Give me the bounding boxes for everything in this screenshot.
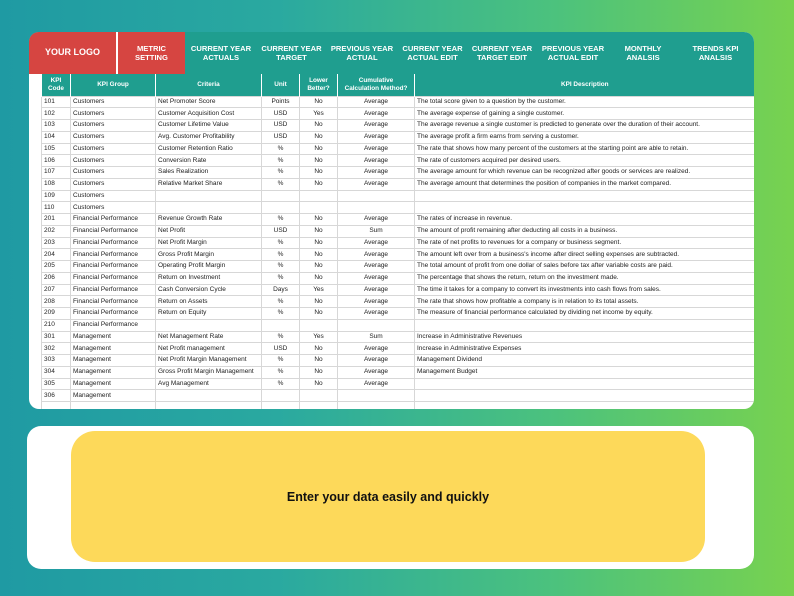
cell-criteria[interactable] — [156, 190, 262, 202]
cell-criteria[interactable]: Revenue Growth Rate — [156, 214, 262, 226]
cell-calc-method[interactable]: Average — [338, 96, 415, 108]
cell-unit[interactable]: USD — [262, 225, 300, 237]
cell-unit[interactable]: USD — [262, 131, 300, 143]
table-row — [42, 296, 755, 308]
cell-criteria[interactable]: Customer Lifetime Value — [156, 120, 262, 132]
cell-unit[interactable]: % — [262, 331, 300, 343]
cell-kpi-group[interactable]: Customers — [71, 108, 156, 120]
table-row — [42, 202, 755, 214]
cell-kpi-code[interactable]: 204 — [42, 249, 71, 261]
cell-criteria[interactable]: Customer Acquisition Cost — [156, 108, 262, 120]
cell-kpi-group[interactable]: Financial Performance — [71, 261, 156, 273]
table-row — [42, 402, 755, 410]
cell-criteria[interactable]: Return on Investment — [156, 272, 262, 284]
cell-calc-method[interactable]: Average — [338, 284, 415, 296]
cell-kpi-code[interactable]: 305 — [42, 378, 71, 390]
cell-kpi-code[interactable]: 303 — [42, 355, 71, 367]
cell-lower-better[interactable]: Yes — [300, 108, 338, 120]
cell-description[interactable] — [415, 190, 755, 202]
cell-unit[interactable]: % — [262, 296, 300, 308]
cell-lower-better[interactable] — [300, 319, 338, 331]
cell-kpi-code[interactable]: 306 — [42, 390, 71, 402]
cell-calc-method[interactable]: Average — [338, 167, 415, 179]
cell-calc-method[interactable]: Average — [338, 249, 415, 261]
nav-metric-setting[interactable]: METRIC SETTING — [116, 32, 185, 74]
cell-unit[interactable]: % — [262, 272, 300, 284]
kpi-table — [41, 74, 754, 409]
cell-calc-method[interactable] — [338, 319, 415, 331]
cell-unit[interactable]: % — [262, 214, 300, 226]
cell-kpi-group[interactable]: Customers — [71, 202, 156, 214]
cell-criteria[interactable] — [156, 402, 262, 410]
cell-unit[interactable]: % — [262, 261, 300, 273]
cell-unit[interactable]: % — [262, 143, 300, 155]
cell-calc-method[interactable]: Average — [338, 131, 415, 143]
cell-description[interactable] — [415, 378, 755, 390]
cell-kpi-code[interactable]: 103 — [42, 120, 71, 132]
cell-unit[interactable]: % — [262, 237, 300, 249]
cell-description[interactable]: The average expense of gaining a single customer. — [415, 108, 755, 120]
cell-kpi-group[interactable]: Financial Performance — [71, 308, 156, 320]
cell-kpi-group[interactable]: Management — [71, 331, 156, 343]
cell-description[interactable]: The percentage that shows the return, return on the investment made. — [415, 272, 755, 284]
table-row — [42, 390, 755, 402]
nav-previous-year-actual[interactable]: PREVIOUS YEAR ACTUAL — [330, 43, 394, 62]
cell-kpi-code[interactable]: 106 — [42, 155, 71, 167]
cell-lower-better[interactable]: No — [300, 343, 338, 355]
cell-unit[interactable]: USD — [262, 343, 300, 355]
cell-calc-method[interactable]: Sum — [338, 331, 415, 343]
cell-calc-method[interactable]: Average — [338, 272, 415, 284]
cell-description[interactable]: The average revenue a single customer is predicted to generate over the duration of their account. — [415, 120, 755, 132]
cell-kpi-group[interactable]: Financial Performance — [71, 319, 156, 331]
cell-calc-method[interactable]: Average — [338, 366, 415, 378]
cell-criteria[interactable]: Return on Assets — [156, 296, 262, 308]
table-row — [42, 225, 755, 237]
table-row — [42, 190, 755, 202]
cell-criteria[interactable]: Return on Equity — [156, 308, 262, 320]
cell-calc-method[interactable]: Average — [338, 178, 415, 190]
cell-kpi-code[interactable]: 210 — [42, 319, 71, 331]
cell-criteria[interactable]: Conversion Rate — [156, 155, 262, 167]
cell-kpi-group[interactable]: Customers — [71, 155, 156, 167]
cell-kpi-code[interactable]: 102 — [42, 108, 71, 120]
cell-calc-method[interactable]: Average — [338, 214, 415, 226]
cell-criteria[interactable]: Customer Retention Ratio — [156, 143, 262, 155]
cell-kpi-group[interactable]: Customers — [71, 120, 156, 132]
cell-unit[interactable]: % — [262, 249, 300, 261]
col-header-kpi-group: KPI Group — [71, 74, 156, 96]
cell-lower-better[interactable]: No — [300, 308, 338, 320]
cell-unit[interactable]: % — [262, 378, 300, 390]
cell-lower-better[interactable]: No — [300, 155, 338, 167]
cell-description[interactable] — [415, 202, 755, 214]
col-header-lower-better: Lower Better? — [300, 74, 338, 96]
cell-description[interactable]: The average amount that determines the position of companies in the market compared. — [415, 178, 755, 190]
cell-lower-better[interactable]: No — [300, 261, 338, 273]
cell-lower-better[interactable]: No — [300, 178, 338, 190]
cell-kpi-code[interactable]: 302 — [42, 343, 71, 355]
cell-lower-better[interactable]: No — [300, 225, 338, 237]
cell-description[interactable]: Management Dividend — [415, 355, 755, 367]
cell-lower-better[interactable]: No — [300, 143, 338, 155]
col-header-kpi-description: KPI Description — [415, 74, 755, 96]
cell-kpi-group[interactable]: Financial Performance — [71, 296, 156, 308]
cell-calc-method[interactable]: Sum — [338, 225, 415, 237]
cell-description[interactable]: The measure of financial performance calculated by dividing net income by equity. — [415, 308, 755, 320]
banner-box — [71, 431, 705, 562]
nav-current-year-target[interactable]: CURRENT YEAR TARGET — [261, 43, 322, 62]
cell-description[interactable] — [415, 319, 755, 331]
cell-criteria[interactable]: Gross Profit Margin — [156, 249, 262, 261]
cell-description[interactable]: The time it takes for a company to convert its investments into cash flows from sales. — [415, 284, 755, 296]
table-row — [42, 366, 755, 378]
cell-kpi-code[interactable]: 207 — [42, 284, 71, 296]
cell-kpi-group[interactable]: Management — [71, 355, 156, 367]
top-navigation — [29, 32, 754, 74]
cell-criteria[interactable] — [156, 390, 262, 402]
table-row — [42, 108, 755, 120]
cell-kpi-group[interactable]: Financial Performance — [71, 214, 156, 226]
table-row — [42, 237, 755, 249]
cell-calc-method[interactable]: Average — [338, 108, 415, 120]
logo: YOUR LOGO — [29, 32, 116, 74]
cell-calc-method[interactable]: Average — [338, 120, 415, 132]
table-row — [42, 331, 755, 343]
cell-kpi-code[interactable]: 107 — [42, 167, 71, 179]
cell-kpi-group[interactable]: Management — [71, 343, 156, 355]
cell-kpi-group[interactable]: Customers — [71, 167, 156, 179]
cell-criteria[interactable]: Gross Profit Margin Management — [156, 366, 262, 378]
cell-criteria[interactable]: Sales Realization — [156, 167, 262, 179]
cell-criteria[interactable]: Avg. Customer Profitability — [156, 131, 262, 143]
cell-kpi-code[interactable]: 304 — [42, 366, 71, 378]
cell-lower-better[interactable]: No — [300, 214, 338, 226]
table-row — [42, 308, 755, 320]
col-header-kpi-code: KPI Code — [42, 74, 71, 96]
cell-criteria[interactable]: Net Profit Margin — [156, 237, 262, 249]
cell-kpi-group[interactable]: Management — [71, 366, 156, 378]
cell-unit[interactable]: % — [262, 355, 300, 367]
cell-unit[interactable]: % — [262, 155, 300, 167]
banner-card — [27, 426, 754, 569]
table-row — [42, 261, 755, 273]
cell-criteria[interactable]: Relative Market Share — [156, 178, 262, 190]
cell-calc-method[interactable]: Average — [338, 155, 415, 167]
cell-description[interactable]: The amount left over from a business's income after direct selling expenses are subtracted. — [415, 249, 755, 261]
cell-kpi-code[interactable]: 109 — [42, 190, 71, 202]
cell-lower-better[interactable]: No — [300, 237, 338, 249]
cell-lower-better[interactable]: No — [300, 131, 338, 143]
cell-calc-method[interactable] — [338, 190, 415, 202]
cell-description[interactable] — [415, 390, 755, 402]
cell-lower-better[interactable]: No — [300, 167, 338, 179]
cell-kpi-group[interactable]: Customers — [71, 143, 156, 155]
cell-kpi-code[interactable]: 209 — [42, 308, 71, 320]
cell-lower-better[interactable] — [300, 390, 338, 402]
cell-lower-better[interactable] — [300, 190, 338, 202]
table-header-row — [42, 74, 755, 96]
cell-kpi-group[interactable]: Financial Performance — [71, 249, 156, 261]
cell-lower-better[interactable]: No — [300, 96, 338, 108]
table-row — [42, 272, 755, 284]
cell-lower-better[interactable]: No — [300, 120, 338, 132]
cell-calc-method[interactable] — [338, 390, 415, 402]
cell-unit[interactable]: USD — [262, 120, 300, 132]
cell-unit[interactable] — [262, 190, 300, 202]
cell-description[interactable]: The rates of increase in revenue. — [415, 214, 755, 226]
cell-criteria[interactable]: Net Profit Margin Management — [156, 355, 262, 367]
table-row — [42, 319, 755, 331]
cell-criteria[interactable]: Operating Profit Margin — [156, 261, 262, 273]
cell-kpi-group[interactable] — [71, 402, 156, 410]
cell-unit[interactable]: % — [262, 167, 300, 179]
cell-calc-method[interactable]: Average — [338, 296, 415, 308]
col-header-unit: Unit — [262, 74, 300, 96]
table-row — [42, 120, 755, 132]
cell-criteria[interactable]: Net Promoter Score — [156, 96, 262, 108]
table-row — [42, 178, 755, 190]
cell-kpi-group[interactable]: Customers — [71, 131, 156, 143]
cell-lower-better[interactable]: No — [300, 249, 338, 261]
cell-criteria[interactable]: Cash Conversion Cycle — [156, 284, 262, 296]
cell-description[interactable]: Management Budget — [415, 366, 755, 378]
cell-description[interactable]: The total score given to a question by the customer. — [415, 96, 755, 108]
cell-criteria[interactable]: Net Profit management — [156, 343, 262, 355]
cell-lower-better[interactable]: No — [300, 355, 338, 367]
cell-unit[interactable]: Days — [262, 284, 300, 296]
col-header-calculation-method: Cumulative Calculation Method? — [338, 74, 415, 96]
cell-calc-method[interactable]: Average — [338, 308, 415, 320]
table-row — [42, 214, 755, 226]
cell-kpi-code[interactable] — [42, 402, 71, 410]
table-row — [42, 131, 755, 143]
cell-kpi-code[interactable]: 105 — [42, 143, 71, 155]
cell-description[interactable]: The total amount of profit from one dollar of sales before tax after variable costs are paid. — [415, 261, 755, 273]
nav-previous-year-actual-edit[interactable]: PREVIOUS YEAR ACTUAL EDIT — [541, 43, 605, 62]
cell-description[interactable]: The amount of profit remaining after deducting all costs in a business. — [415, 225, 755, 237]
cell-kpi-code[interactable]: 205 — [42, 261, 71, 273]
cell-description[interactable]: Increase in Administrative Revenues — [415, 331, 755, 343]
cell-kpi-group[interactable]: Customers — [71, 178, 156, 190]
cell-kpi-code[interactable]: 201 — [42, 214, 71, 226]
cell-description[interactable] — [415, 402, 755, 410]
cell-kpi-code[interactable]: 208 — [42, 296, 71, 308]
cell-description[interactable]: The rate that shows how profitable a company is in relation to its total assets. — [415, 296, 755, 308]
cell-criteria[interactable]: Avg Management — [156, 378, 262, 390]
cell-kpi-code[interactable]: 301 — [42, 331, 71, 343]
cell-kpi-code[interactable]: 104 — [42, 131, 71, 143]
nav-current-year-actuals[interactable]: CURRENT YEAR ACTUALS — [190, 43, 252, 62]
cell-description[interactable]: The rate of customers acquired per desired users. — [415, 155, 755, 167]
cell-unit[interactable] — [262, 390, 300, 402]
banner-text: Enter your data easily and quickly — [286, 489, 490, 504]
cell-unit[interactable]: % — [262, 308, 300, 320]
cell-unit[interactable]: USD — [262, 108, 300, 120]
cell-lower-better[interactable]: Yes — [300, 284, 338, 296]
table-row — [42, 167, 755, 179]
cell-kpi-group[interactable]: Customers — [71, 190, 156, 202]
cell-description[interactable]: The average profit a firm earns from serving a customer. — [415, 131, 755, 143]
cell-lower-better[interactable]: No — [300, 296, 338, 308]
cell-criteria[interactable]: Net Profit — [156, 225, 262, 237]
cell-unit[interactable] — [262, 202, 300, 214]
cell-criteria[interactable]: Net Management Rate — [156, 331, 262, 343]
cell-calc-method[interactable]: Average — [338, 261, 415, 273]
col-header-criteria: Criteria — [156, 74, 262, 96]
cell-kpi-code[interactable]: 110 — [42, 202, 71, 214]
cell-kpi-group[interactable]: Customers — [71, 96, 156, 108]
table-row — [42, 343, 755, 355]
cell-calc-method[interactable]: Average — [338, 143, 415, 155]
cell-lower-better[interactable]: No — [300, 272, 338, 284]
cell-unit[interactable]: Points — [262, 96, 300, 108]
cell-lower-better[interactable]: Yes — [300, 331, 338, 343]
nav-monthly-analysis[interactable]: MONTHLY ANALSIS — [624, 43, 662, 62]
cell-description[interactable]: The rate that shows how many percent of the customers at the starting point are able to retain. — [415, 143, 755, 155]
cell-calc-method[interactable]: Average — [338, 378, 415, 390]
cell-calc-method[interactable] — [338, 402, 415, 410]
cell-lower-better[interactable]: No — [300, 366, 338, 378]
cell-kpi-group[interactable]: Financial Performance — [71, 237, 156, 249]
cell-kpi-group[interactable]: Financial Performance — [71, 284, 156, 296]
cell-kpi-code[interactable]: 108 — [42, 178, 71, 190]
nav-current-year-target-edit[interactable]: CURRENT YEAR TARGET EDIT — [471, 43, 533, 62]
cell-unit[interactable] — [262, 402, 300, 410]
cell-lower-better[interactable]: No — [300, 378, 338, 390]
table-row — [42, 355, 755, 367]
cell-calc-method[interactable] — [338, 202, 415, 214]
cell-kpi-group[interactable]: Management — [71, 378, 156, 390]
cell-kpi-code[interactable]: 206 — [42, 272, 71, 284]
cell-lower-better[interactable] — [300, 202, 338, 214]
cell-calc-method[interactable]: Average — [338, 355, 415, 367]
table-row — [42, 143, 755, 155]
table-row — [42, 378, 755, 390]
cell-description[interactable]: The average amount for which revenue can be recognized after goods or services are realized. — [415, 167, 755, 179]
kpi-sheet-card — [29, 32, 754, 409]
table-row — [42, 155, 755, 167]
cell-lower-better[interactable] — [300, 402, 338, 410]
cell-criteria[interactable] — [156, 319, 262, 331]
cell-criteria[interactable] — [156, 202, 262, 214]
table-row — [42, 96, 755, 108]
cell-kpi-code[interactable]: 101 — [42, 96, 71, 108]
cell-unit[interactable] — [262, 319, 300, 331]
cell-description[interactable]: The rate of net profits to revenues for a company or business segment. — [415, 237, 755, 249]
cell-kpi-code[interactable]: 203 — [42, 237, 71, 249]
cell-kpi-group[interactable]: Management — [71, 390, 156, 402]
cell-kpi-code[interactable]: 202 — [42, 225, 71, 237]
cell-unit[interactable]: % — [262, 366, 300, 378]
cell-kpi-group[interactable]: Financial Performance — [71, 225, 156, 237]
cell-calc-method[interactable]: Average — [338, 343, 415, 355]
cell-description[interactable]: Increase in Administrative Expenses — [415, 343, 755, 355]
cell-calc-method[interactable]: Average — [338, 237, 415, 249]
cell-unit[interactable]: % — [262, 178, 300, 190]
nav-current-year-actual-edit[interactable]: CURRENT YEAR ACTUAL EDIT — [402, 43, 463, 62]
nav-trends-kpi-analysis[interactable]: TRENDS KPI ANALSIS — [692, 43, 739, 62]
table-row — [42, 284, 755, 296]
cell-kpi-group[interactable]: Financial Performance — [71, 272, 156, 284]
table-row — [42, 249, 755, 261]
